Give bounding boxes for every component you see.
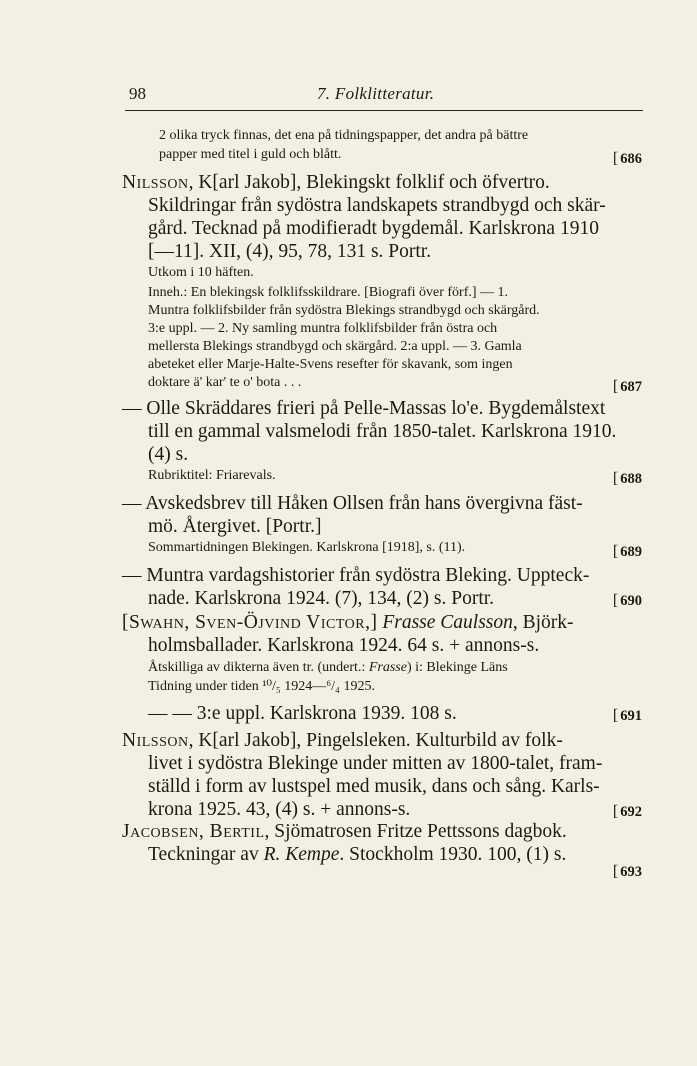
entry-number: [ 688 <box>612 470 642 487</box>
text-line: Teckningar av R. Kempe. Stockholm 1930. 100, (1) s. <box>148 844 567 865</box>
text-line: Nilsson, K[arl Jakob], Blekingskt folklif och öfvertro. <box>122 172 550 193</box>
note-line: Åtskilliga av dikterna även tr. (undert.: Frasse) i: Blekinge Läns <box>148 660 508 675</box>
text-line: [—11]. XII, (4), 95, 78, 131 s. Portr. <box>148 241 432 262</box>
entry-number: [ 689 <box>612 543 642 560</box>
note-line: abeteket eller Marje-Halte-Svens resefter för skavank, som ingen <box>148 357 513 372</box>
running-title: 7. Folklitteratur. <box>317 84 435 103</box>
note-line: Sommartidningen Blekingen. Karlskrona [1918], s. (11). <box>148 540 466 555</box>
text-line: ställd i form av lustspel med musik, dans och sång. Karls- <box>148 776 600 797</box>
text-line: Nilsson, K[arl Jakob], Pingelsleken. Kulturbild av folk- <box>122 730 563 751</box>
entry-number: [ 686 <box>612 150 642 167</box>
text-line: [Swahn, Sven-Öjvind Victor,] Frasse Caulsson, Björk- <box>122 612 574 633</box>
text-line: krona 1925. 43, (4) s. + annons-s. <box>148 799 411 820</box>
text-line: mö. Återgivet. [Portr.] <box>148 516 322 537</box>
entry-number: [ 690 <box>612 592 642 609</box>
text-line: nade. Karlskrona 1924. (7), 134, (2) s. Portr. <box>148 588 495 609</box>
text-line: — — 3:e uppl. Karlskrona 1939. 108 s. <box>148 703 457 724</box>
text-line: papper med titel i guld och blått. <box>159 147 342 162</box>
note-line: mellersta Blekings strandbygd och skärgård. 2:a uppl. — 3. Gamla <box>148 339 522 354</box>
note-line: Rubriktitel: Friarevals. <box>148 468 276 483</box>
entry-number: [ 687 <box>612 378 642 395</box>
note-line: Tidning under tiden ¹⁰/₅ 1924—⁶/₄ 1925. <box>148 679 375 694</box>
author-name: Jacobsen, Bertil <box>122 821 265 842</box>
page-number: 98 <box>129 84 146 103</box>
text-line: 2 olika tryck finnas, det ena på tidningspapper, det andra på bättre <box>159 128 529 143</box>
note-line: doktare ä' kar' te o' bota . . . <box>148 375 302 390</box>
author-name: Nilsson <box>122 172 189 193</box>
note-line: Muntra folklifsbilder från sydöstra Blekings strandbygd och skärgård. <box>148 303 540 318</box>
entry-number: [ 692 <box>612 803 642 820</box>
author-name: Nilsson <box>122 730 189 751</box>
page-header <box>125 84 643 112</box>
text-line: gård. Tecknad på modifieradt bygdemål. Karlskrona 1910 <box>148 218 599 239</box>
text-line: — Muntra vardagshistorier från sydöstra Bleking. Uppteck- <box>122 565 590 586</box>
note-line: Utkom i 10 häften. <box>148 265 254 280</box>
text-line: livet i sydöstra Blekinge under mitten av 1800-talet, fram- <box>148 753 603 774</box>
text-line: Jacobsen, Bertil, Sjömatrosen Fritze Pettssons dagbok. <box>122 821 567 842</box>
entry-number: [ 691 <box>612 707 642 724</box>
text-line: Skildringar från sydöstra landskapets strandbygd och skär- <box>148 195 606 216</box>
text-line: holmsballader. Karlskrona 1924. 64 s. + annons-s. <box>148 635 540 656</box>
author-name: [Swahn, Sven-Öjvind Victor,] <box>122 612 378 633</box>
text-line: — Olle Skräddares frieri på Pelle-Massas lo'e. Bygdemålstext <box>122 398 606 419</box>
entry-number: [ 693 <box>612 863 642 880</box>
note-line: 3:e uppl. — 2. Ny samling muntra folklifsbilder från östra och <box>148 321 498 336</box>
note-line: Inneh.: En blekingsk folklifsskildrare. [Biografi över förf.] — 1. <box>148 285 509 300</box>
text-line: till en gammal valsmelodi från 1850-talet. Karlskrona 1910. <box>148 421 617 442</box>
header-rule <box>125 110 643 111</box>
text-line: — Avskedsbrev till Håken Ollsen från hans övergivna fäst- <box>122 493 583 514</box>
text-line: (4) s. <box>148 444 189 465</box>
